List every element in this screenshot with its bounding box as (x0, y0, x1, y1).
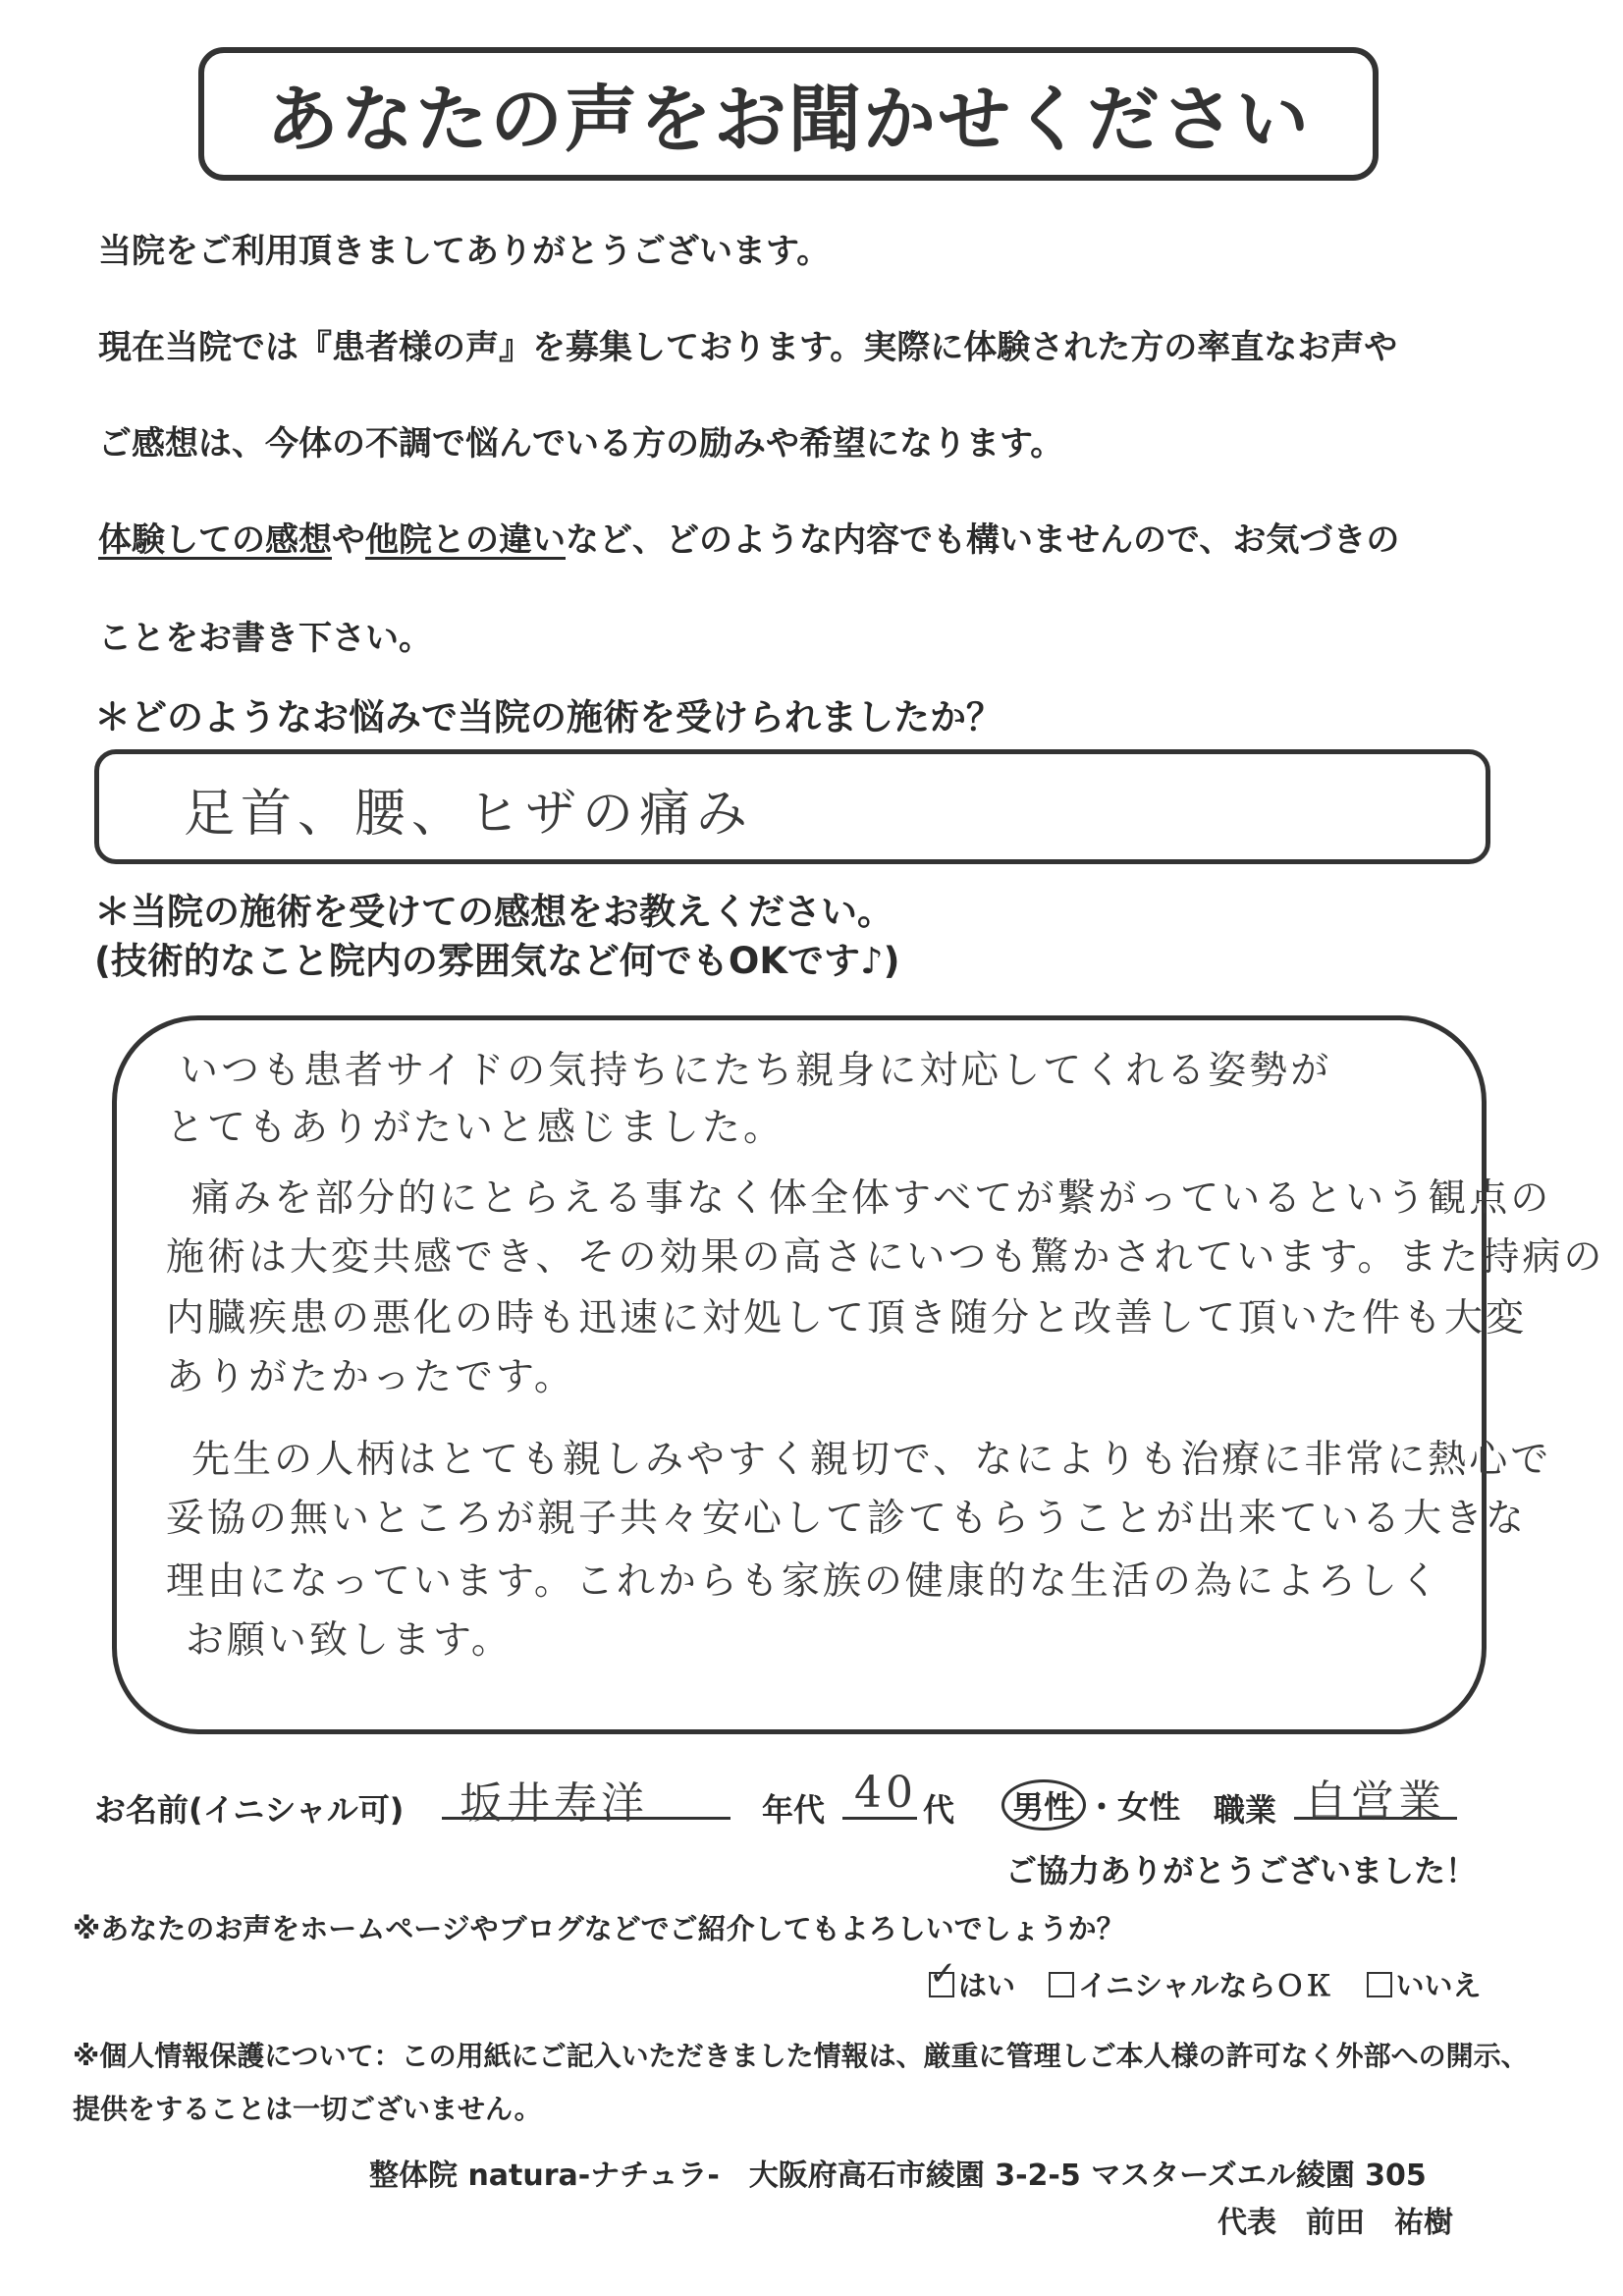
checkbox-icon[interactable] (1367, 1972, 1392, 1997)
answer-line-2: とてもありがたいと感じました。 (166, 1106, 785, 1150)
intro-line-4-mid: や (332, 520, 365, 560)
footer-representative: 代表 前田 祐樹 (1217, 2206, 1453, 2240)
answer-line-8: 妥協の無いところが親子共々安心して診てもらうことが出来ている大きな (166, 1497, 1528, 1541)
checkbox-icon[interactable] (1049, 1972, 1074, 1997)
gender-options (1001, 1779, 1180, 1831)
consent-option-yes[interactable]: ✓はい (929, 1969, 1015, 2002)
job-label: 職業 (1214, 1791, 1277, 1829)
consent-option-initial[interactable]: イニシャルならＯＫ (1049, 1969, 1332, 2002)
checkbox-checked-icon[interactable] (929, 1972, 954, 1997)
consent-option-no[interactable]: いいえ (1367, 1969, 1482, 2002)
gender-female[interactable]: 女性 (1117, 1788, 1181, 1826)
form-title-box (198, 47, 1379, 181)
question-2-label-line-1: ＊当院の施術を受けての感想をお教えください。 (94, 891, 893, 933)
gender-male-selected[interactable]: 男性 (1001, 1779, 1086, 1831)
consent-question: ※あなたのお声をホームページやブログなどでご紹介してもよろしいでしょうか？ (73, 1912, 1125, 1945)
question-1-answer-box[interactable] (94, 749, 1490, 864)
name-value[interactable]: 坂井寿洋 (460, 1778, 648, 1829)
thanks-message: ご協力ありがとうございました！ (1005, 1852, 1478, 1889)
underline-difference: 他院との違い (365, 520, 566, 560)
answer-line-1: いつも患者サイドの気持ちにたち親身に対応してくれる姿勢が (180, 1049, 1332, 1093)
question-1-label: ＊どのようなお悩みで当院の施術を受けられましたか？ (94, 696, 1002, 738)
age-suffix: 代 (923, 1791, 955, 1829)
intro-line-4-rest: など、どのような内容でも構いませんので、お気づきの (566, 520, 1400, 560)
question-2-label-line-2: (技術的なこと院内の雰囲気など何でもOKです♪) (94, 940, 900, 982)
name-label: お名前(イニシャル可) (94, 1791, 405, 1829)
answer-line-7: 先生の人柄はとても親しみやすく親切で、なによりも治療に非常に熱心で (191, 1438, 1552, 1482)
privacy-line-1: ※個人情報保護について：この用紙にご記入いただきました情報は、厳重に管理しご本人様の許可なく外部への開示、 (73, 2040, 1529, 2072)
answer-line-4: 施術は大変共感でき、その効果の高さにいつも驚かされています。また持病の (166, 1235, 1605, 1280)
answer-line-3: 痛みを部分的にとらえる事なく体全体すべてが繋がっているという観点の (191, 1176, 1552, 1221)
intro-line-4 (98, 513, 1399, 561)
question-1-answer: 足首、腰、ヒザの痛み (184, 785, 754, 844)
intro-line-2: 現在当院では『患者様の声』を募集しております。実際に体験された方の率直なお声や (98, 328, 1398, 367)
underline-impressions: 体験しての感想 (98, 520, 332, 560)
age-value[interactable]: 40 (854, 1768, 917, 1818)
consent-options (929, 1964, 1482, 2004)
gender-separator: ・ (1086, 1788, 1118, 1826)
footer-clinic: 整体院 natura-ナチュラ- 大阪府高石市綾園 3-2-5 マスターズエル綾園 305 (369, 2159, 1427, 2193)
job-value[interactable]: 自営業 (1304, 1777, 1445, 1827)
form-title: あなたの声をお聞かせください (266, 78, 1311, 162)
answer-line-6: ありがたかったです。 (166, 1355, 575, 1399)
answer-line-9: 理由になっています。これからも家族の健康的な生活の為によろしく (166, 1559, 1441, 1604)
intro-line-3: ご感想は、今体の不調で悩んでいる方の励みや希望になります。 (98, 424, 1064, 464)
answer-line-10: お願い致します。 (186, 1618, 513, 1663)
intro-line-5: ことをお書き下さい。 (98, 619, 432, 658)
privacy-line-2: 提供をすることは一切ございません。 (73, 2093, 542, 2125)
intro-line-1: 当院をご利用頂きましてありがとうございます。 (98, 232, 831, 271)
question-2-answer-box[interactable] (112, 1015, 1605, 1734)
age-label: 年代 (762, 1791, 826, 1829)
answer-line-5: 内臓疾患の悪化の時も迅速に対処して頂き随分と改善して頂いた件も大変 (166, 1296, 1528, 1340)
